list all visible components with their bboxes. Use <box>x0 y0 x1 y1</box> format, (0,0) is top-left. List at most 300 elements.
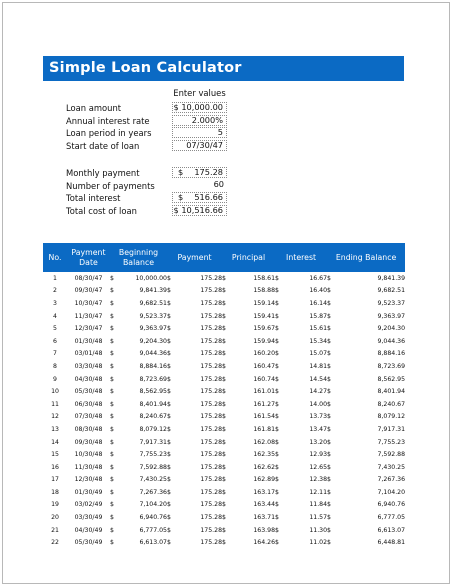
cell-currency: $ <box>327 375 331 383</box>
cell-payment-date: 08/30/47 <box>74 274 103 282</box>
cell-ending-balance: 6,613.07 <box>377 526 406 534</box>
cell-currency: $ <box>167 375 171 383</box>
cell-currency: $ <box>222 388 226 396</box>
cell-interest: 16.40 <box>309 287 328 295</box>
cell-interest: 14.27 <box>309 388 328 396</box>
cell-currency: $ <box>275 526 279 534</box>
table-row <box>43 297 405 310</box>
cell-ending-balance: 7,104.20 <box>377 488 406 496</box>
cell-interest: 13.73 <box>309 413 328 421</box>
number-of-payments-label: Number of payments <box>66 181 155 191</box>
header-payment: Payment <box>167 243 222 272</box>
cell-interest: 16.67 <box>309 274 328 282</box>
cell-interest: 12.65 <box>309 463 328 471</box>
cell-interest: 14.00 <box>309 400 328 408</box>
cell-ending-balance: 9,044.36 <box>377 337 406 345</box>
monthly-payment-value <box>172 167 227 178</box>
cell-payment-date: 12/30/47 <box>74 325 103 333</box>
cell-currency: $ <box>275 438 279 446</box>
table-row <box>43 310 405 323</box>
table-row <box>43 373 405 386</box>
cell-no: 19 <box>51 501 59 509</box>
cell-no: 3 <box>53 299 57 307</box>
cell-currency: $ <box>275 388 279 396</box>
cell-ending-balance: 7,267.36 <box>377 476 406 484</box>
cell-principal: 159.14 <box>253 299 276 307</box>
cell-currency: $ <box>222 375 226 383</box>
cell-ending-balance: 9,363.97 <box>377 312 406 320</box>
cell-principal: 163.17 <box>253 488 276 496</box>
cell-currency: $ <box>275 350 279 358</box>
cell-payment: 175.28 <box>200 514 223 522</box>
total-interest-currency: $ <box>178 192 184 202</box>
cell-ending-balance: 7,917.31 <box>377 425 406 433</box>
cell-currency: $ <box>110 350 114 358</box>
cell-currency: $ <box>167 337 171 345</box>
cell-no: 21 <box>51 526 59 534</box>
start-date-label: Start date of loan <box>66 141 140 151</box>
table-row <box>43 461 405 474</box>
cell-principal: 163.44 <box>253 501 276 509</box>
cell-currency: $ <box>275 400 279 408</box>
cell-beginning-balance: 7,755.23 <box>139 451 167 459</box>
cell-currency: $ <box>222 274 226 282</box>
cell-payment-date: 09/30/47 <box>74 287 103 295</box>
cell-currency: $ <box>222 514 226 522</box>
cell-currency: $ <box>327 488 331 496</box>
cell-currency: $ <box>110 526 114 534</box>
cell-ending-balance: 7,592.88 <box>377 451 406 459</box>
cell-payment: 175.28 <box>200 299 223 307</box>
cell-currency: $ <box>327 287 331 295</box>
cell-no: 11 <box>51 400 59 408</box>
cell-currency: $ <box>327 526 331 534</box>
cell-currency: $ <box>327 350 331 358</box>
cell-payment: 175.28 <box>200 451 223 459</box>
cell-currency: $ <box>222 425 226 433</box>
cell-no: 5 <box>53 325 57 333</box>
cell-payment-date: 05/30/48 <box>74 388 103 396</box>
cell-no: 22 <box>51 539 59 547</box>
cell-interest: 15.34 <box>309 337 328 345</box>
cell-currency: $ <box>327 362 331 370</box>
cell-principal: 160.20 <box>253 350 276 358</box>
cell-ending-balance: 6,777.05 <box>377 514 406 522</box>
cell-beginning-balance: 8,723.69 <box>139 375 167 383</box>
cell-principal: 161.54 <box>253 413 276 421</box>
cell-currency: $ <box>110 299 114 307</box>
cell-payment-date: 01/30/49 <box>74 488 103 496</box>
cell-currency: $ <box>275 299 279 307</box>
cell-currency: $ <box>110 325 114 333</box>
cell-currency: $ <box>327 425 331 433</box>
cell-payment: 175.28 <box>200 463 223 471</box>
table-row <box>43 524 405 537</box>
cell-currency: $ <box>275 287 279 295</box>
cell-payment-date: 10/30/48 <box>74 451 103 459</box>
cell-beginning-balance: 6,940.76 <box>139 514 167 522</box>
cell-ending-balance: 7,430.25 <box>377 463 406 471</box>
cell-currency: $ <box>167 388 171 396</box>
cell-payment: 175.28 <box>200 350 223 358</box>
cell-currency: $ <box>275 463 279 471</box>
cell-no: 9 <box>53 375 57 383</box>
cell-currency: $ <box>327 274 331 282</box>
cell-payment-date: 08/30/48 <box>74 425 103 433</box>
table-row <box>43 448 405 461</box>
cell-currency: $ <box>327 476 331 484</box>
cell-principal: 162.08 <box>253 438 276 446</box>
cell-no: 8 <box>53 362 57 370</box>
table-row <box>43 272 405 285</box>
cell-payment-date: 09/30/48 <box>74 438 103 446</box>
table-row <box>43 499 405 512</box>
cell-payment: 175.28 <box>200 526 223 534</box>
cell-currency: $ <box>222 362 226 370</box>
cell-currency: $ <box>167 539 171 547</box>
cell-interest: 16.14 <box>309 299 328 307</box>
total-interest-label: Total interest <box>66 193 121 203</box>
cell-currency: $ <box>222 488 226 496</box>
cell-ending-balance: 8,079.12 <box>377 413 406 421</box>
cell-no: 1 <box>53 274 57 282</box>
cell-currency: $ <box>222 325 226 333</box>
cell-currency: $ <box>110 362 114 370</box>
cell-ending-balance: 8,240.67 <box>377 400 406 408</box>
total-interest-amount: 516.66 <box>194 192 223 202</box>
number-of-payments-value: 60 <box>213 179 224 189</box>
cell-no: 15 <box>51 451 59 459</box>
header-interest: Interest <box>275 243 327 272</box>
cell-no: 16 <box>51 463 59 471</box>
cell-beginning-balance: 7,267.36 <box>139 488 167 496</box>
cell-currency: $ <box>167 438 171 446</box>
cell-payment: 175.28 <box>200 438 223 446</box>
table-row <box>43 348 405 361</box>
cell-no: 18 <box>51 488 59 496</box>
cell-currency: $ <box>327 539 331 547</box>
monthly-payment-currency: $ <box>178 167 184 177</box>
cell-currency: $ <box>110 337 114 345</box>
table-row <box>43 511 405 524</box>
cell-currency: $ <box>275 488 279 496</box>
cell-currency: $ <box>222 287 226 295</box>
cell-payment-date: 12/30/48 <box>74 476 103 484</box>
cell-currency: $ <box>275 451 279 459</box>
amortization-table <box>43 243 405 549</box>
cell-principal: 161.27 <box>253 400 276 408</box>
cell-no: 12 <box>51 413 59 421</box>
cell-interest: 11.02 <box>309 539 328 547</box>
cell-currency: $ <box>222 463 226 471</box>
cell-beginning-balance: 9,841.39 <box>139 287 167 295</box>
cell-payment: 175.28 <box>200 362 223 370</box>
interest-rate-label: Annual interest rate <box>66 116 150 126</box>
cell-beginning-balance: 9,363.97 <box>139 325 167 333</box>
cell-payment-date: 10/30/47 <box>74 299 103 307</box>
loan-period-label: Loan period in years <box>66 128 152 138</box>
cell-beginning-balance: 8,884.16 <box>139 362 167 370</box>
cell-payment-date: 01/30/48 <box>74 337 103 345</box>
cell-ending-balance: 9,523.37 <box>377 299 406 307</box>
cell-no: 6 <box>53 337 57 345</box>
cell-interest: 11.30 <box>309 526 328 534</box>
cell-currency: $ <box>222 526 226 534</box>
cell-currency: $ <box>167 287 171 295</box>
table-row <box>43 474 405 487</box>
cell-interest: 11.84 <box>309 501 328 509</box>
cell-payment: 175.28 <box>200 312 223 320</box>
cell-no: 7 <box>53 350 57 358</box>
cell-currency: $ <box>222 476 226 484</box>
cell-currency: $ <box>167 488 171 496</box>
cell-currency: $ <box>222 438 226 446</box>
cell-beginning-balance: 9,044.36 <box>139 350 167 358</box>
cell-currency: $ <box>110 488 114 496</box>
cell-currency: $ <box>110 425 114 433</box>
enter-values-header: Enter values <box>173 88 226 98</box>
cell-currency: $ <box>275 539 279 547</box>
total-interest-value <box>172 192 227 203</box>
table-row <box>43 322 405 335</box>
cell-currency: $ <box>327 451 331 459</box>
cell-no: 13 <box>51 425 59 433</box>
cell-payment-date: 03/30/49 <box>74 514 103 522</box>
cell-currency: $ <box>327 463 331 471</box>
cell-principal: 158.88 <box>253 287 276 295</box>
cell-currency: $ <box>110 463 114 471</box>
loan-amount-label: Loan amount <box>66 103 122 113</box>
cell-currency: $ <box>110 476 114 484</box>
cell-principal: 164.26 <box>253 539 276 547</box>
cell-currency: $ <box>110 413 114 421</box>
table-row <box>43 398 405 411</box>
cell-currency: $ <box>275 312 279 320</box>
cell-payment: 175.28 <box>200 337 223 345</box>
cell-currency: $ <box>110 388 114 396</box>
header-payment-date: Payment Date <box>67 243 110 272</box>
header-ending-balance: Ending Balance <box>327 243 405 272</box>
cell-payment: 175.28 <box>200 400 223 408</box>
cell-interest: 12.38 <box>309 476 328 484</box>
table-header-row <box>43 243 405 272</box>
cell-currency: $ <box>110 438 114 446</box>
cell-currency: $ <box>327 312 331 320</box>
cell-currency: $ <box>222 299 226 307</box>
cell-currency: $ <box>327 438 331 446</box>
interest-rate-input[interactable]: 2.000% <box>172 115 227 126</box>
cell-ending-balance: 8,723.69 <box>377 362 406 370</box>
cell-currency: $ <box>327 413 331 421</box>
cell-currency: $ <box>167 413 171 421</box>
cell-beginning-balance: 8,562.95 <box>139 388 167 396</box>
cell-currency: $ <box>222 350 226 358</box>
cell-interest: 15.07 <box>309 350 328 358</box>
cell-beginning-balance: 9,523.37 <box>139 312 167 320</box>
cell-beginning-balance: 9,204.30 <box>139 337 167 345</box>
cell-currency: $ <box>167 350 171 358</box>
cell-principal: 161.81 <box>253 425 276 433</box>
loan-period-input[interactable]: 5 <box>172 127 227 138</box>
cell-beginning-balance: 8,240.67 <box>139 413 167 421</box>
cell-currency: $ <box>222 451 226 459</box>
cell-interest: 13.47 <box>309 425 328 433</box>
cell-principal: 159.41 <box>253 312 276 320</box>
cell-currency: $ <box>110 501 114 509</box>
table-row <box>43 385 405 398</box>
cell-payment-date: 11/30/48 <box>74 463 103 471</box>
cell-currency: $ <box>110 514 114 522</box>
cell-interest: 15.61 <box>309 325 328 333</box>
cell-interest: 14.81 <box>309 362 328 370</box>
cell-no: 10 <box>51 388 59 396</box>
table-row <box>43 436 405 449</box>
cell-currency: $ <box>167 274 171 282</box>
cell-ending-balance: 9,841.39 <box>377 274 406 282</box>
cell-principal: 163.71 <box>253 514 276 522</box>
cell-payment-date: 05/30/49 <box>74 539 103 547</box>
cell-currency: $ <box>167 514 171 522</box>
cell-payment-date: 07/30/48 <box>74 413 103 421</box>
cell-currency: $ <box>167 526 171 534</box>
cell-currency: $ <box>275 501 279 509</box>
cell-payment: 175.28 <box>200 425 223 433</box>
cell-currency: $ <box>222 337 226 345</box>
start-date-input[interactable]: 07/30/47 <box>172 140 227 151</box>
cell-currency: $ <box>110 274 114 282</box>
cell-beginning-balance: 6,613.07 <box>139 539 167 547</box>
cell-currency: $ <box>275 425 279 433</box>
cell-interest: 14.54 <box>309 375 328 383</box>
cell-currency: $ <box>167 501 171 509</box>
cell-currency: $ <box>327 400 331 408</box>
cell-payment: 175.28 <box>200 476 223 484</box>
cell-currency: $ <box>327 388 331 396</box>
table-body <box>43 272 405 549</box>
monthly-payment-amount: 175.28 <box>194 167 223 177</box>
cell-payment-date: 03/01/48 <box>74 350 103 358</box>
cell-interest: 12.11 <box>309 488 328 496</box>
cell-beginning-balance: 8,079.12 <box>139 425 167 433</box>
cell-currency: $ <box>327 337 331 345</box>
cell-currency: $ <box>110 312 114 320</box>
loan-amount-input[interactable]: $ 10,000.00 <box>172 102 227 113</box>
cell-currency: $ <box>167 362 171 370</box>
cell-principal: 158.61 <box>253 274 276 282</box>
cell-currency: $ <box>110 375 114 383</box>
table-row <box>43 423 405 436</box>
cell-no: 17 <box>51 476 59 484</box>
cell-principal: 159.94 <box>253 337 276 345</box>
cell-payment-date: 06/30/48 <box>74 400 103 408</box>
cell-currency: $ <box>327 299 331 307</box>
table-row <box>43 486 405 499</box>
cell-ending-balance: 6,940.76 <box>377 501 406 509</box>
cell-currency: $ <box>167 476 171 484</box>
total-cost-value: $ 10,516.66 <box>172 205 227 216</box>
cell-ending-balance: 9,204.30 <box>377 325 406 333</box>
cell-currency: $ <box>222 312 226 320</box>
table-row <box>43 285 405 298</box>
cell-currency: $ <box>275 337 279 345</box>
cell-beginning-balance: 6,777.05 <box>139 526 167 534</box>
cell-payment: 175.28 <box>200 488 223 496</box>
cell-payment: 175.28 <box>200 325 223 333</box>
cell-interest: 13.20 <box>309 438 328 446</box>
cell-principal: 162.89 <box>253 476 276 484</box>
cell-currency: $ <box>327 325 331 333</box>
cell-beginning-balance: 7,592.88 <box>139 463 167 471</box>
cell-interest: 15.87 <box>309 312 328 320</box>
cell-currency: $ <box>167 312 171 320</box>
cell-currency: $ <box>167 425 171 433</box>
cell-currency: $ <box>275 514 279 522</box>
cell-payment: 175.28 <box>200 375 223 383</box>
cell-beginning-balance: 7,430.25 <box>139 476 167 484</box>
cell-ending-balance: 8,562.95 <box>377 375 406 383</box>
cell-principal: 160.74 <box>253 375 276 383</box>
cell-currency: $ <box>222 539 226 547</box>
cell-currency: $ <box>327 514 331 522</box>
cell-payment-date: 03/30/48 <box>74 362 103 370</box>
cell-currency: $ <box>167 299 171 307</box>
monthly-payment-label: Monthly payment <box>66 168 140 178</box>
cell-currency: $ <box>327 501 331 509</box>
cell-beginning-balance: 9,682.51 <box>139 299 167 307</box>
cell-interest: 11.57 <box>309 514 328 522</box>
table-row <box>43 536 405 549</box>
cell-ending-balance: 8,884.16 <box>377 350 406 358</box>
cell-currency: $ <box>167 463 171 471</box>
cell-currency: $ <box>167 451 171 459</box>
cell-principal: 161.01 <box>253 388 276 396</box>
cell-currency: $ <box>110 451 114 459</box>
cell-ending-balance: 9,682.51 <box>377 287 406 295</box>
cell-no: 2 <box>53 287 57 295</box>
cell-principal: 162.35 <box>253 451 276 459</box>
header-no: No. <box>43 243 67 272</box>
cell-beginning-balance: 7,917.31 <box>139 438 167 446</box>
cell-payment: 175.28 <box>200 539 223 547</box>
cell-principal: 162.62 <box>253 463 276 471</box>
cell-payment: 175.28 <box>200 274 223 282</box>
cell-ending-balance: 6,448.81 <box>377 539 406 547</box>
cell-beginning-balance: 10,000.00 <box>135 274 167 282</box>
cell-interest: 12.93 <box>309 451 328 459</box>
cell-currency: $ <box>275 362 279 370</box>
cell-beginning-balance: 7,104.20 <box>139 501 167 509</box>
table-row <box>43 360 405 373</box>
cell-currency: $ <box>110 400 114 408</box>
table-row <box>43 335 405 348</box>
cell-currency: $ <box>167 400 171 408</box>
cell-currency: $ <box>222 413 226 421</box>
cell-currency: $ <box>275 476 279 484</box>
cell-principal: 159.67 <box>253 325 276 333</box>
total-cost-label: Total cost of loan <box>66 206 137 216</box>
cell-no: 4 <box>53 312 57 320</box>
cell-ending-balance: 7,755.23 <box>377 438 406 446</box>
cell-payment: 175.28 <box>200 388 223 396</box>
cell-principal: 160.47 <box>253 362 276 370</box>
cell-payment-date: 11/30/47 <box>74 312 103 320</box>
cell-currency: $ <box>110 287 114 295</box>
header-principal: Principal <box>222 243 275 272</box>
cell-currency: $ <box>167 325 171 333</box>
cell-currency: $ <box>222 501 226 509</box>
cell-currency: $ <box>222 400 226 408</box>
cell-currency: $ <box>275 325 279 333</box>
